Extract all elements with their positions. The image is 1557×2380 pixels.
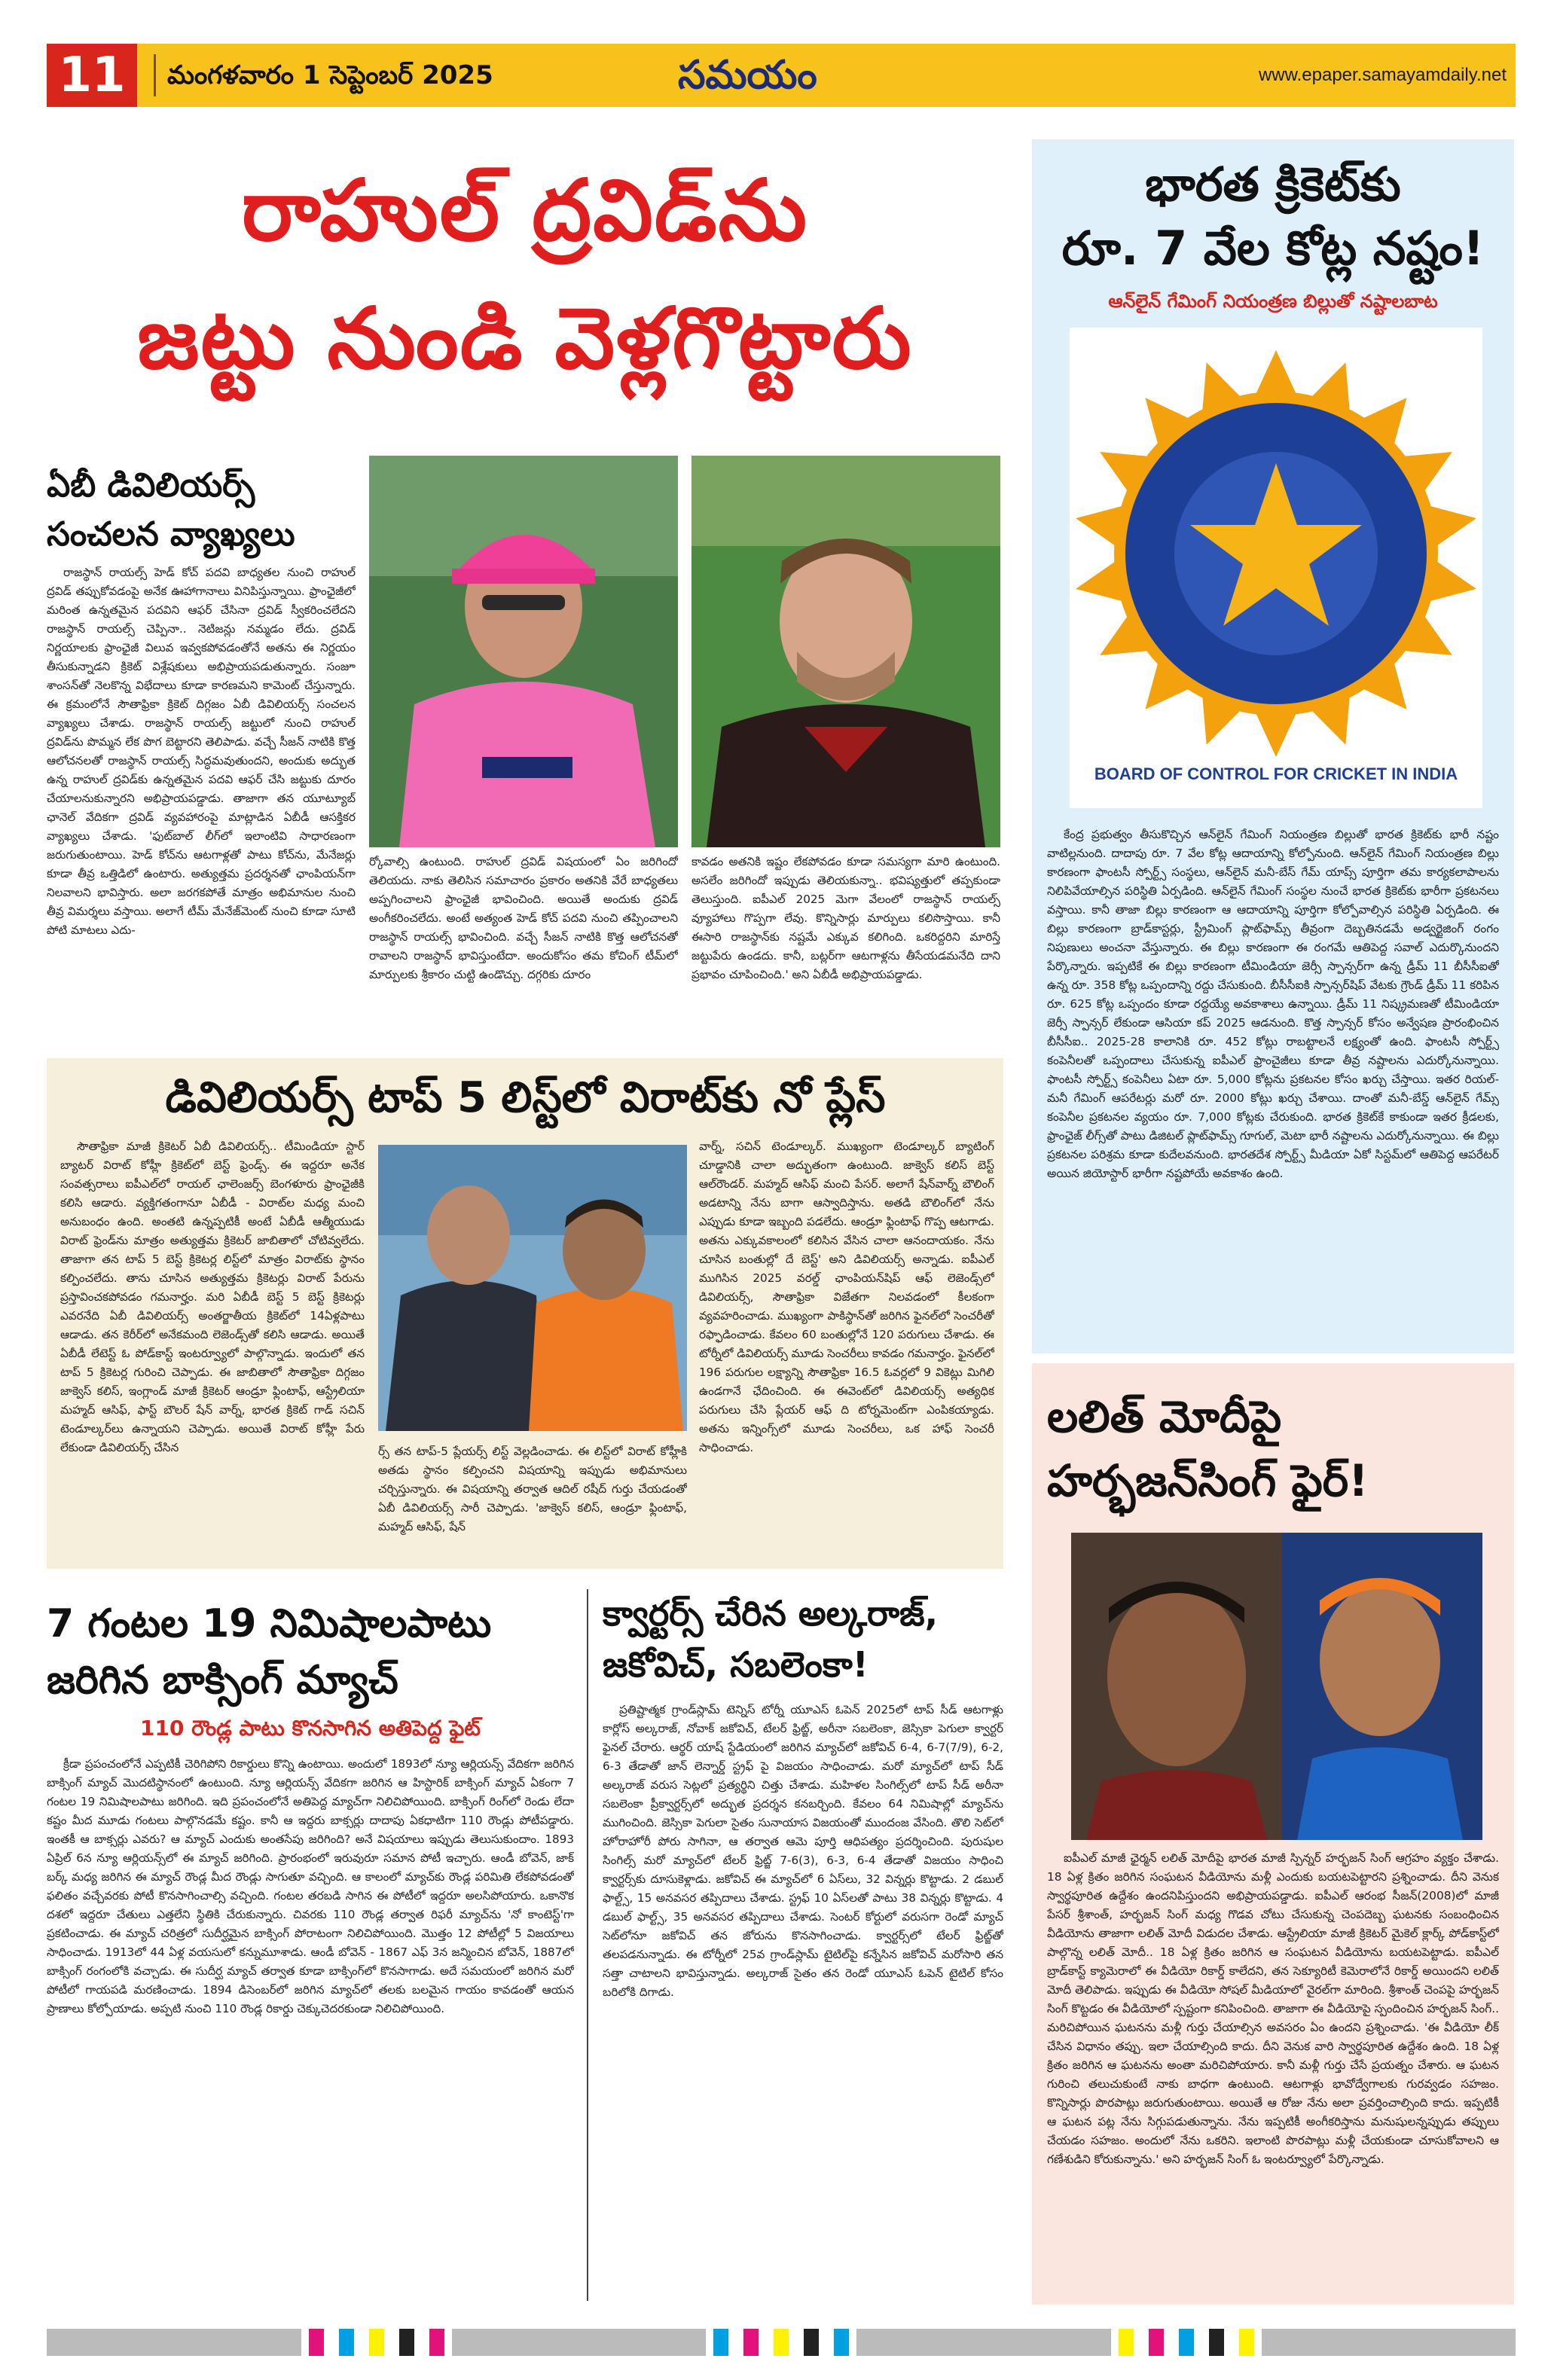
- page-number: 11: [47, 44, 137, 107]
- deviliers-photo: [691, 456, 1000, 847]
- virat-col2: [378, 1442, 687, 1559]
- alcaraz-headline-line1: క్వార్టర్స్ చేరిన అల్కరాజ్,: [603, 1593, 939, 1634]
- kohli-deviliers-photo: [378, 1145, 687, 1431]
- dravid-subhead-line1: ఏబీ డివిలియర్స్: [47, 466, 255, 505]
- dravid-col2: [369, 853, 678, 1051]
- bcci-logo-art: [1070, 328, 1482, 808]
- dravid-col3-text: కావడం అతనికి ఇష్టం లేకపోవడం కూడా సమస్యగా మారి ఉంటుంది. అసలేం జరిగిందో ఇప్పుడు తెలియకున్నా.. భవిష్యత్తులో తప్పకుండా తెలుస్తుంది. ఐపీఎల్ 2025 మెగా వేలంలో రాజస్థాన్ రాయల్స్ వ్యూహాలు గొప్పగా లేవు. కొన్నిసార్లు మార్పులు కలిసొస్తాయి. కానీ ఈసారి రాజస్థాన్‌కు నష్టమే ఎక్కువ కలిగింది. ఒకరిద్దరిని మారిస్తే జట్టుపేరు ఉండదు. కానీ, బట్లర్‌గా ఆటగాళ్లను తీసేయడమనేది దాని ప్రభావం చూపించింది.' అని ఏబీడీ అభిప్రాయపడ్డాడు.: [691, 855, 1000, 981]
- reg-gray-4: [1262, 2329, 1516, 2356]
- epaper-url[interactable]: www.epaper.samayamdaily.net: [1258, 65, 1507, 85]
- dravid-photo-art: [369, 456, 678, 847]
- lalit-headline-line1: లలిత్ మోదీపై: [1047, 1391, 1282, 1442]
- boxing-subhead: 110 రౌండ్ల పాటు కొనసాగిన అతిపెద్ద ఫైట్: [140, 1716, 481, 1741]
- boxing-body: [47, 1755, 574, 2305]
- reg-swatches-3: [1119, 2329, 1254, 2356]
- boxing-body-text: క్రీడా ప్రపంచంలోనే ఎప్పటికీ చెరిగిపోని రికార్డులు కొన్ని ఉంటాయి. అందులో 1893లో న్యూ ఆర్లియన్స్ వేదికగా జరిగిన బాక్సింగ్ మ్యాచ్ మొదటిస్థానంలో ఉంటుంది. న్యూ ఆర్లియన్స్ వేదికగా జరిగిన ఆ హిస్టారిక్ బాక్సింగ్ మ్యాచ్ ఏకంగా 7 గంటల 19 నిమిషాలపాటు జరిగింది. ఇది ప్రపంచంలోనే అతిపెద్ద మ్యాచ్‌గా నిలిచిపోయింది. బాక్సింగ్ రింగ్‌లో రెండు లేదా కష్టం మీద మూడు గంటలు పాల్గొనడమే కష్టం. కానీ ఆ ఇద్దరు బాక్సర్లు దాదాపు ఏకధాటిగా 110 రౌండ్లు పోటీపడ్డారు. ఇంతకీ ఆ బాక్సర్లు ఎవరు? ఆ మ్యాచ్ ఎందుకు అంతసేపు జరిగింది? అనే విషయాలు ఇప్పుడు తెలుసుకుందాం. 1893 ఏప్రిల్ 6న న్యూ ఆర్లియన్స్‌లో ఈ మ్యాచ్ జరిగింది. ప్రారంభంలో ఇరువురూ సమాన పోటీ ఇచ్చారు. ఆండీ బోవెన్, జాక్ బర్క్ మధ్య జరిగిన ఈ మ్యాచ్ రౌండ్ల మీద రౌండ్లు సాగుతూ వచ్చింది. ఆ కాలంలో మ్యాచ్‌కు రౌండ్ల పరిమితి లేకపోవడంతో ఫలితం వచ్చేవరకు పోటీ కొనసాగించాల్సి వచ్చింది. గంటల తరబడి సాగిన ఈ పోటీలో ఇద్దరూ అలసిపోయారు. ఒకానొక దశలో ఇద్దరూ చేతులు ఎత్తలేని స్థితికి చేరుకున్నారు. చివరకు 110 రౌండ్ల తర్వాత రిఫరీ మ్యాచ్‌ను 'నో కాంటెస్ట్'గా ప్రకటించాడు. ఈ మ్యాచ్ చరిత్రలో సుదీర్ఘమైన బాక్సింగ్ పోరాటంగా నిలిచిపోయింది. మొత్తం 12 పోటీల్లో 5 విజయాలు సాధించాడు. 1913లో 44 ఏళ్ల వయసులో కన్నుమూశాడు. ఆండీ బోవెన్ - 1867 ఎఫ్ 3న జన్మించిన బోవెన్, 1887లో బాక్సింగ్ రంగంలోకి వచ్చాడు. ఈ సుదీర్ఘ మ్యాచ్ తర్వాత కూడా బాక్సింగ్‌లో కొనసాగాడు. అదే సమయంలో జరిగిన మరో పోటీలో గాయపడి మరణించాడు. 1894 డిసెంబర్‌లో జరిగిన మ్యాచ్‌లో తలకు బలమైన గాయం కావడంతో ఆయన ప్రాణాలు కోల్పోయాడు. అప్పటి నుంచి 110 రౌండ్ల రికార్డు చెక్కుచెదరకుండా నిలిచిపోయింది.: [47, 1757, 574, 2015]
- reg-swatches-2: [713, 2329, 849, 2356]
- lalit-body-text: ఐపీఎల్ మాజీ ఛైర్మన్ లలిత్ మోదీపై భారత మాజీ స్పిన్నర్ హర్భజన్ సింగ్ ఆగ్రహం వ్యక్తం చేశాడు. 18 ఏళ్ల క్రితం జరిగిన సంఘటన వీడియోను మళ్లీ ఎందుకు బయటపెట్టారని ప్రశ్నించాడు. దీని వెనుక స్వార్థపూరిత ఉద్దేశం ఉందనిపిస్తుందని అభిప్రాయపడ్డాడు. ఐపీఎల్ ఆరంభ సీజన్(2008)లో మాజీ పేసర్ శ్రీశాంత్, హర్భజన్ సింగ్ మధ్య గొడవ చోటు చేసుకున్న చెంపదెబ్బ ఘటనకు సంబంధించిన వీడియోను తాజాగా లలిత్ మోదీ విడుదల చేశాడు. ఆస్ట్రేలియా మాజీ క్రికెటర్ మైకెల్ క్లార్క్ పోడ్‌కాస్ట్‌లో పాల్గొన్న లలిత్ మోదీ.. 18 ఏళ్ల క్రితం జరిగిన ఆ సంఘటన వీడియోను బయటపెట్టాడు. ఐపీఎల్ బ్రాడ్‌కాస్ట్ క్యామెరాలో ఈ వీడియో రికార్డ్ కాలేదని, తన సెక్యూరిటీ కెమెరాలోనే రికార్డ్ అయిందని లలిత్ మోదీ తెలిపాడు. ఇప్పుడు ఈ వీడియో సోషల్ మీడియాలో వైరల్‌గా మారింది. శ్రీశాంత్ చెంపపై హర్భజన్ సింగ్ కొట్టడం ఈ వీడియోలో స్పష్టంగా కనిపించింది. తాజాగా ఈ వీడియోపై స్పందించిన హర్భజన్ సింగ్.. మరిచిపోయిన ఘటనను మళ్లీ గుర్తు చేయాల్సిన అవసరం ఏం ఉందని ప్రశ్నించాడు. 'ఈ వీడియో లీక్ చేసిన విధానం తప్పు. ఇలా చేయాల్సింది కాదు. దీని వెనుక వారి స్వార్థపూరిత ఉద్దేశం ఉంది. 18 ఏళ్ల క్రితం జరిగిన ఆ ఘటనను అంతా మరిచిపోయారు. కానీ మళ్లీ గుర్తు చేసే ప్రయత్నం చేశారు. ఆ ఘటన గురించి తలుచుకుంటే నాకు బాధగా ఉంటుంది. ఆటగాళ్లు భావోద్వేగాలకు గురవ్వడం సహజం. కొన్నిసార్లు పొరపాట్లు జరుగుతుంటాయి. అయితే ఆ రోజు నేను అలా ప్రవర్తించాల్సింది కాదు. ఇప్పటికీ ఆ ఘటన పట్ల నేను సిగ్గుపడుతున్నాను. నేను ఇప్పటికీ అంగీకరిస్తాను మనుషులన్నప్పుడు తప్పులు చేయడం సహజం. అందులో నేను ఒకరిని. ఇలాంటి పొరపాట్లు మళ్లీ చేయకుండా చూసుకోవాలని ఆ గణేశుడిని కోరుకున్నాను.' అని హర్భజన్ సింగ్ ఓ ఇంటర్వ్యూలో పేర్కొన్నాడు.: [1047, 1851, 1499, 2166]
- header-date: మంగళవారం 1 సెప్టెంబర్ 2025: [167, 60, 493, 90]
- dravid-col3: [691, 853, 1000, 1051]
- bcci-headline-line2: రూ. 7 వేల కోట్ల నష్టం!: [1061, 221, 1485, 276]
- kohli-deviliers-photo-art: [378, 1145, 687, 1431]
- deviliers-photo-art: [691, 456, 1000, 847]
- virat-col1: [60, 1137, 365, 1559]
- virat-headline: డివిలియర్స్ టాప్ 5 లిస్ట్‌లో విరాట్‌కు నో ప్లేస్: [165, 1073, 886, 1122]
- reg-swatches-1: [309, 2329, 444, 2356]
- virat-col2-text: ర్స్ తన టాప్-5 ప్లేయర్స్ లిస్ట్ వెల్లడించాడు. ఈ లిస్ట్‌లో విరాట్ కోహ్లీకి అతడు స్థానం కల్పించని విషయాన్ని ఇప్పుడు అభిమానులు చర్చిస్తున్నారు. ఈ విషయాన్ని తర్వాత ఆదిల్ రషీద్ గుర్తు చేయడంతో ఏబీ డివిలియర్స్ సారీ చెప్పాడు. 'జాక్వెస్ కలిస్, ఆండ్రూ ఫ్లింటాఫ్, మహ్మద్ ఆసిఫ్, షేన్: [378, 1445, 687, 1533]
- lalit-body: [1047, 1849, 1499, 2293]
- dravid-col1-text: రాజస్థాన్ రాయల్స్ హెడ్ కోచ్ పదవి బాధ్యతల నుంచి రాహుల్ ద్రవిడ్ తప్పుకోవడంపై అనేక ఊహాగానాలు వినిపిస్తున్నాయి. ఫ్రాంఛైజీలో మరింత ఉన్నతమైన పదవిని ఆఫర్ చేసినా ద్రవిడ్ స్వీకరించలేదని రాజస్థాన్ రాయల్స్ చెప్పినా.. నెటిజన్లు నమ్మడం లేదు. ద్రవిడ్ నిర్ణయాలకు ఫ్రాంఛైజీ విలువ ఇవ్వకపోవడంతోనే అతను ఈ నిర్ణయం తీసుకున్నాడని క్రికెట్ విశ్లేషకులు అభిప్రాయపడుతున్నారు. సంజూ శాంసన్‌తో నెలకొన్న విభేదాలు కూడా కారణమని కామెంట్ చేస్తున్నారు. ఈ క్రమంలోనే సౌతాఫ్రికా క్రికెట్ దిగ్గజం ఏబీ డివిలియర్స్ సంచలన వ్యాఖ్యలు చేశాడు. రాజస్థాన్ రాయల్స్ జట్టులో నుంచి రాహుల్ ద్రవిడ్‌ను పొమ్మన లేక పొగ బెట్టారని తెలిపాడు. వచ్చే సీజన్ నాటికి కొత్త ఆలోచనలతో రాజస్థాన్ రాయల్స్ సిద్ధమవుతుందని, అందుకు అద్భుత ఉన్న రాహుల్ ద్రవిడ్‌కు ఉన్నతమైన పదవి ఆఫర్ చేసి జట్టుకు దూరం చేయాలనుకున్నారని అభిప్రాయపడ్డాడు. తాజాగా తన యూట్యూబ్ ఛానెల్ వేదికగా ద్రవిడ్ వ్యవహారంపై మాట్లాడిన ఏబీడీ ఆసక్తికర వ్యాఖ్యలు చేశాడు. 'ఫుట్‌బాల్ లీగ్‌లో ఇలాంటివి సాధారణంగా జరుగుతుంటాయి. హెడ్ కోచ్‌ను ఆటగాళ్లతో పాటు కోచ్‌ను, మేనేజర్లు కూడా తీవ్ర ఒత్తిడిలో ఉంటారు. అత్యుత్తమ ప్రదర్శనతో ఛాంపియన్‌గా నిలవాలని భావిస్తారు. అలా జరగకపోతే మాత్రం అభిమానుల నుంచి తీవ్ర విమర్శలు వస్తాయి. అలాగే టీమ్ మేనేజ్‌మెంట్ నుంచి కూడా సూటి పోటి మాటలు ఎదు-: [47, 566, 356, 937]
- bcci-logo: [1070, 328, 1482, 808]
- bcci-body: [1047, 825, 1499, 1345]
- sreesanth-harbhajan-photo: [1071, 1533, 1482, 1840]
- bcci-subhead: ఆన్‌లైన్ గేమింగ్ నియంత్రణ బిల్లుతో నష్టాలబాట: [1108, 291, 1438, 312]
- bcci-body-text: కేంద్ర ప్రభుత్వం తీసుకొచ్చిన ఆన్‌లైన్ గేమింగ్ నియంత్రణ బిల్లుతో భారత క్రికెట్‌కు భారీ నష్టం వాటిల్లనుంది. దాదాపు రూ. 7 వేల కోట్ల ఆదాయాన్ని కోల్పోనుంది. ఆన్‌లైన్ గేమింగ్ నియంత్రణ బిల్లు కారణంగా ఫాంటసీ స్పోర్ట్స్ సంస్థలు, ఆన్‌లైన్ మనీ-బేస్ గేమ్ యాప్స్ పూర్తిగా తమ కార్యకలాపాలను నిలిపివేయాల్సిన పరిస్థితి ఏర్పడింది. ఆన్‌లైన్ గేమింగ్ సంస్థల నుంచే భారత క్రికెట్‌కు భారీగా ప్రకటనలు వస్తాయి. కానీ తాజా బిల్లు కారణంగా ఆ ఆదాయాన్ని పూర్తిగా కోల్పోవాల్సిన పరిస్థితి ఏర్పడింది. ఈ బిల్లు కారణంగా బ్రాడ్‌కాస్టర్లు, స్ట్రీమింగ్ ప్లాట్‌ఫామ్స్ తీవ్రంగా దెబ్బతినడమే అడ్వర్టైజింగ్ రంగం నిపుణులు అంచనా వేస్తున్నారు. ఈ బిల్లు కారణంగా ఈ రంగమే ఆతిపెద్ద సవాల్ ఎదుర్కొనుందని పేర్కొన్నారు. ఇప్పటికే ఈ బిల్లు కారణంగా టీమిండియా జెర్సీ స్పాన్సర్‌గా ఉన్న డ్రీమ్ 11 బీసీసీఐతో ఉన్న రూ. 358 కోట్ల ఒప్పందాన్ని రద్దు చేసుకుంది. బీసీసీఐకి స్పాన్సర్‌షిప్ వేటకు గ్రౌండ్ డ్రీమ్ 11 కరిపిన రూ. 625 కోట్ల ఒప్పందం కూడా రద్దయ్యే అవకాశాలు ఉన్నాయి. డ్రీమ్ 11 నిష్క్రమణతో టీమిండియా జెర్సీ స్పాన్సర్ లేకుండా ఆసియా కప్ 2025 ఆడనుంది. కొత్త స్పాన్సర్ కోసం అన్వేషణ ప్రారంభించిన బీసీసీఐ.. 2025-28 కాలానికి రూ. 452 కోట్లు రాబట్టాలనే లక్ష్యంతో ఉంది. ఫాంటసీ స్పోర్ట్స్ కంపెనీలతో ఒప్పందాలు చేసుకున్న ఐపీఎల్ ఫ్రాంచైజీలు కూడా తీవ్ర నష్టాలను ఎదుర్కోనున్నాయి. ఫాంటసీ స్పోర్ట్స్ కంపెనీలు ఏటా రూ. 5,000 కోట్లను ప్రకటనల కోసం ఖర్చు చేస్తాయి. ఇతర రియల్-మనీ గేమింగ్ ఆపరేటర్లు మరో రూ. 2000 కోట్లు ఖర్చు చేశాయి. దాంతో మనీ-బేస్డ్ ఆన్‌లైన్ గేమ్స్ కంపెనీల ప్రకటనల వ్యయం రూ. 7,000 కోట్లకు చేరుకుంది. భారత క్రికెట్‌కే కాకుండా ఇతర క్రీడలకు, ఫ్రాంఛైజ్ లీగ్స్‌తో పాటు డిజిటల్ ప్లాట్‌ఫామ్స్ గూగుల్, మెటా భారీ నష్టాలను ఎదుర్కోనున్నాయి. ఈ బిల్లు ప్రకటనల పరిశ్రమ కూడా కుదేలవనుంది. భారతదేశ స్పోర్ట్స్ మీడియా ఏకో సిస్టమ్‌లో ఆతిపెద్ద ఆపరేటర్ అయిన జియోస్టార్ భారీగా నష్టపోయే అవకాశం ఉంది.: [1047, 828, 1499, 1180]
- dravid-headline-line1: రాహుల్ ద్రవిడ్‌ను: [241, 162, 809, 260]
- masthead: సమయం: [678, 53, 817, 98]
- dravid-subhead-line2: సంచలన వ్యాఖ్యలు: [47, 515, 295, 554]
- reg-gray-2: [452, 2329, 707, 2356]
- column-rule: [587, 1589, 588, 2301]
- dravid-headline-line2: జట్టు నుండి వెళ్లగొట్టారు: [137, 290, 913, 388]
- alcaraz-body-text: ప్రతిష్టాత్మక గ్రాండ్‌స్లామ్ టెన్నిస్ టోర్నీ యూఎస్ ఓపెన్ 2025లో టాప్ సీడ్ ఆటగాళ్లు కార్లోస్ అల్కరాజ్, నోవాక్ జకోవిచ్, టేలర్ ఫ్రిట్జ్, అరీనా సబలెంకా, జెస్సికా పెగులా క్వార్టర్ ఫైనల్ చేరారు. ఆర్థర్ యాష్ స్టేడియంలో జరిగిన మ్యాచ్‌లో జకోవిచ్ 6-4, 6-7(7/9), 6-2, 6-3 తేడాతో జాన్ లెన్నార్డ్ స్ట్రఫ్ పై విజయం సాధించాడు. మరో మ్యాచ్‌లో టాప్ సీడ్ అల్కరాజ్ వరుస సెట్లలో ప్రత్యర్థిని చిత్తు చేశాడు. మహిళల సింగిల్స్‌లో టాప్ సీడ్ అరీనా సబలెంకా ప్రీక్వార్టర్స్‌లో అద్భుత ప్రదర్శన కనబర్చింది. కేవలం 64 నిమిషాల్లో మ్యాచ్‌ను ముగించింది. జెస్సికా పెగులా సైతం సునాయాస విజయంతో ముందంజ వేసింది. తొలి సెట్‌లో హోరాహోరీ పోరు సాగినా, ఆ తర్వాత ఆమె పూర్తి ఆధిపత్యం ప్రదర్శించింది. పురుషుల సింగిల్స్ మరో మ్యాచ్‌లో టేలర్ ఫ్రిట్జ్ 7-6(3), 6-3, 6-4 తేడాతో విజయం సాధించి క్వార్టర్స్‌కు దూసుకెళ్లాడు. జకోవిచ్ ఈ మ్యాచ్‌లో 6 ఏస్‌లు, 32 విన్నర్లు కొట్టాడు. 2 డబుల్ ఫాల్ట్స్, 15 అనవసర తప్పిదాలు చేశాడు. స్ట్రఫ్ 10 ఏస్‌లతో పాటు 38 విన్నర్లు కొట్టాడు. 4 డబుల్ ఫాల్ట్స్, 35 అనవసర తప్పిదాలు చేశాడు. సెంటర్ కోర్టులో వరుసగా రెండో మ్యాచ్ సెట్‌లోనూ జకోవిచ్ తన జోరును కొనసాగించాడు. క్వార్టర్స్‌లో టేలర్ ఫ్రిట్జ్‌తో తలపడనున్నాడు. ఈ టోర్నీలో 25వ గ్రాండ్‌స్లామ్ టైటిల్‌పై కన్నేసిన జకోవిచ్ మరోసారి తన సత్తా చాటాలని భావిస్తున్నాడు. అల్కరాజ్ సైతం తన రెండో యూఎస్ ఓపెన్ టైటిల్ కోసం బరిలోకి దిగాడు.: [603, 1703, 1003, 1999]
- virat-col3: [699, 1137, 994, 1559]
- color-registration-bar: [47, 2329, 1516, 2356]
- bcci-headline-line1: భారత క్రికెట్‌కు: [1145, 157, 1401, 212]
- alcaraz-headline-line2: జకోవిచ్, సబలెంకా!: [603, 1644, 869, 1685]
- reg-gray-3: [856, 2329, 1111, 2356]
- bcci-logo-text: BOARD OF CONTROL FOR CRICKET IN INDIA: [1094, 764, 1458, 783]
- reg-gray-1: [47, 2329, 301, 2356]
- boxing-headline-line1: 7 గంటల 19 నిమిషాలపాటు: [47, 1601, 492, 1646]
- alcaraz-body: [603, 1701, 1003, 2305]
- dravid-col2-text: ర్కోవాల్సి ఉంటుంది. రాహుల్ ద్రవిడ్ విషయంలో ఏం జరిగిందో తెలియదు. నాకు తెలిసిన సమాచారం ప్రకారం అతనికి వేరే బాధ్యతలు అప్పగించాలని ఫ్రాంఛైజీ భావించింది. అయితే అందుకు ద్రవిడ్ అంగీకరించలేదు. అంటే అత్యంత హెడ్ కోచ్ పదవి నుంచి తప్పించాలని రాజస్థాన్ రాయల్స్ భావించింది. వచ్చే సీజన్ నాటికి కొత్త ఆలోచనతో రావాలని రాజస్థాన్ భావిస్తుంటేదా. అందుకోసం తమ కోచింగ్ టీమ్‌లో మార్పులకు శ్రీకారం చుట్టి ఉండొచ్చు. దగ్గరికు దూరం: [369, 855, 678, 981]
- sreesanth-harbhajan-photo-art: [1071, 1533, 1482, 1840]
- header-divider: [154, 54, 156, 96]
- lalit-headline-line2: హర్భజన్‌సింగ్ ఫైర్!: [1047, 1455, 1369, 1506]
- virat-col3-text: వార్న్, సచిన్ టెండూల్కర్. ముఖ్యంగా టెండూల్కర్ బ్యాటింగ్ చూడ్డానికి చాలా అద్భుతంగా ఉంటుంది. జాక్వెస్ కలిస్ బెస్ట్ ఆల్‌రౌండర్. మహ్మద్ ఆసిఫ్ మంచి పేసర్. అలాగే షేన్‌వార్న్ బౌలింగ్ అడటాన్ని నేను బాగా ఆస్వాదిస్తాను. అతడి బౌలింగ్‌లో నేను ఎప్పుడు కూడా ఇబ్బంది పడలేదు. ఆండ్రూ ఫ్లింటాఫ్ గొప్ప ఆటగాడు. అతను ఎక్కువకాలంలో కలిసిన వేసిన చాలా ఆనందాయకం. నేను చూసిన బంతుల్లో దే బెస్ట్' అని డివిలియర్స్ అన్నాడు. ఐపీఎల్ ముగిసిన 2025 వరల్డ్ ఛాంపియన్‌షిప్ ఆఫ్ లెజెండ్స్‌లో డివిలియర్స్, సౌతాఫ్రికా విజేతగా నిలవడంలో కీలకంగా వ్యవహరించాడు. ముఖ్యంగా పాకిస్థాన్‌తో జరిగిన ఫైనల్‌లో సెంచరీతో రఫ్ఫాడించాడు. కేవలం 60 బంతుల్లోనే 120 పరుగులు చేశాడు. ఈ టోర్నీలో డివిలియర్స్ మూడు సెంచరీలు కావడం గమనార్హం. ఫైనల్‌లో 196 పరుగుల లక్ష్యాన్ని సౌతాఫ్రికా 16.5 ఓవర్లలో 9 వికెట్లు మిగిలి ఉండగానే ఛేదించింది. ఈ ఈవెంట్‌లో డివిలియర్స్ అత్యధిక పరుగులు చేసి ప్లేయర్ ఆఫ్ ది టోర్నమెంట్‌గా ఎంపికయ్యాడు. అతను ఇన్నింగ్స్‌లో మూడు సెంచరీలు, ఒక హాఫ్ సెంచరీ సాధించాడు.: [699, 1140, 994, 1454]
- virat-col1-text: సౌతాఫ్రికా మాజీ క్రికెటర్ ఏబీ డివిలియర్స్.. టీమిండియా స్టార్ బ్యాటర్ విరాట్ కోహ్లీ క్రికెట్‌లో బెస్ట్ ఫ్రెండ్స్. ఈ ఇద్దరూ అనేక సంవత్సరాలు ఐపీఎల్‌లో రాయల్ ఛాలెంజర్స్ బెంగళూరు ఫ్రాంఛైజీకి కలిసి ఆడారు. వ్యక్తిగతంగానూ ఏబీడీ - విరాట్‌ల మధ్య మంచి అనుబంధం ఉంది. అంతటి ఉన్నప్పటికీ అంటే ఏబీడీ ఆత్మీయుడు విరాట్ ఫ్రెండ్‌ను మాత్రం అత్యుత్తమ క్రికెటర్ జాబితాలో చోటివ్వలేదు. తాజాగా తన టాప్ 5 బెస్ట్ క్రికెటర్ల లిస్ట్‌లో మాత్రం విరాట్‌కు స్థానం కల్పించలేదు. తాను చూసిన అత్యుత్తమ క్రికెటర్లు విరాట్ పేరును ప్రస్తావించకపోవడం గమనార్హం. మరి ఏబీడీ బెస్ట్ 5 బెస్ట్ క్రికెటర్లు ఎవరనేది ఏబీ డివిలియర్స్ అంతర్జాతీయ క్రికెట్‌లో 14ఏళ్లపాటు ఆడాడు. తన కెరీర్‌లో అనేకమంది లెజెండ్స్‌తో కలిసి ఆడాడు. అయితే ఏబీడీ లేటెస్ట్ ఓ పోడ్‌కాస్ట్ ఇంటర్వ్యూలో పాల్గొన్నాడు. ఇందులో తన టాప్ 5 క్రికెటర్ల గురించి చెప్పాడు. ఈ జాబితాలో సౌతాఫ్రికా దిగ్గజం జాక్వెస్ కలిస్, ఇంగ్లాండ్ మాజీ క్రికెటర్ ఆండ్రూ ఫ్లింటాఫ్, ఆస్ట్రేలియా మహ్మద్ ఆసిఫ్, ఫాస్ట్ బౌలర్ షేన్ వార్న్, భారత క్రికెట్ గాడ్ సచిన్ టెండూల్కర్‌లు ఉన్నాయని చెప్పాడు. అయితే విరాట్ కోహ్లీ పేరు లేకుండా డివిలియర్స్ చేసిన: [60, 1140, 365, 1454]
- dravid-col1: [47, 563, 356, 1051]
- boxing-headline-line2: జరిగిన బాక్సింగ్ మ్యాచ్: [47, 1658, 398, 1703]
- dravid-photo: [369, 456, 678, 847]
